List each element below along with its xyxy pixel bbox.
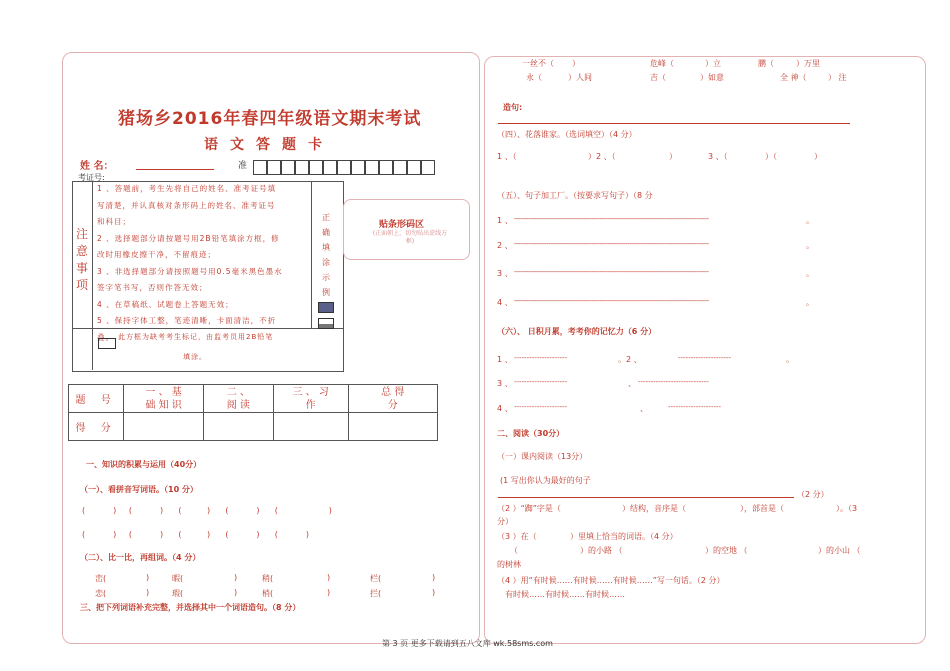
reading-1-title: （一）课内阅读（13分） bbox=[497, 452, 588, 461]
reading-1-q1: (1 写出你认为最好的句子 bbox=[500, 476, 591, 485]
filled-example-box bbox=[318, 302, 334, 313]
fill-example-label: 正 确 填 涂 示 例 bbox=[322, 213, 330, 297]
reading-1-q1-score: （2 分） bbox=[797, 490, 829, 499]
q1-title: （一）、看拼音写词语。（10 分） bbox=[80, 485, 198, 494]
reading-1-q1-line[interactable] bbox=[498, 497, 794, 498]
name-label: 姓 名： bbox=[80, 161, 114, 172]
q4-title: （四）、花落谁家。（选词填空）（4 分） bbox=[497, 130, 637, 139]
barcode-title: 贴条形码区 bbox=[379, 220, 425, 230]
half-filled-example-box bbox=[318, 318, 334, 329]
card-subtitle: 语文答题卡 bbox=[204, 137, 334, 153]
exam-title: 猪场乡2016年春四年级语文期末考试 bbox=[118, 109, 422, 129]
q6-title: （六）、 日积月累，考考你的记忆力（6 分） bbox=[497, 327, 657, 336]
reading-1-q3-b: ）里填上恰当的词语。（4 分） bbox=[570, 532, 678, 541]
missing-exam-note: 此方框为缺考考生标记，由监考员用2B铅笔 bbox=[118, 333, 274, 341]
zhun-label: 准 bbox=[238, 161, 248, 171]
reading-1-q4-line[interactable]: 有时候……有时候……有时候…… bbox=[505, 590, 625, 599]
page-footer: 第 3 页 更多下载请到五八文库 wk.58sms.com bbox=[382, 639, 553, 648]
name-field[interactable] bbox=[136, 169, 214, 170]
section2-title: 二、阅读（30分） bbox=[497, 429, 565, 438]
q3-title: 三、把下列词语补充完整，并选择其中一个词语造句。（8 分） bbox=[80, 603, 301, 612]
reading-1-q3: （3 ）在（ bbox=[497, 532, 537, 541]
missing-exam-box[interactable] bbox=[98, 338, 116, 349]
notes-title: 注 意 事 项 bbox=[76, 227, 89, 292]
notes-list: 1 、答题前，考生先将自己的姓名、准考证号填 写清楚，并认真核对条形码上的姓名、准考证号 和科目； 2 、选择题部分请按题号用2B铅笔填涂方框，修 改时用橡皮擦干净，不留痕迹； 3 、非选择题部分请按照题号用0.5毫米黑色墨水 签字笔书写，否则作答无效； 4 、在草稿纸、试题卷上答题无效； 5 、保持字体工整，笔迹清晰，卡面清洁，不折 叠。 bbox=[97, 184, 283, 342]
section1-title: 一、知识的积累与运用（40分） bbox=[86, 460, 202, 469]
missing-exam-note-2: 填涂。 bbox=[183, 353, 207, 361]
q2-title: （二）、比一比，再组词。（4 分） bbox=[80, 553, 201, 562]
exam-no-label: 考证号: bbox=[78, 173, 105, 182]
score-table: 题 号 一 、 基 础 知 识 二 、 阅 读 三 、 习 作 总 得 分 得 分 bbox=[68, 384, 438, 441]
zaoju-label: 造句: bbox=[503, 103, 523, 112]
barcode-note: (正面朝上，切勿贴出虚线方 框) bbox=[372, 230, 448, 245]
zaoju-line[interactable] bbox=[498, 123, 850, 124]
reading-1-q4: （4 ）用“有时候……有时候……有时候……”写一句话。（2 分） bbox=[497, 576, 725, 585]
q5-title: （五）、句子加工厂。（按要求写句子）（8 分 bbox=[497, 191, 653, 200]
